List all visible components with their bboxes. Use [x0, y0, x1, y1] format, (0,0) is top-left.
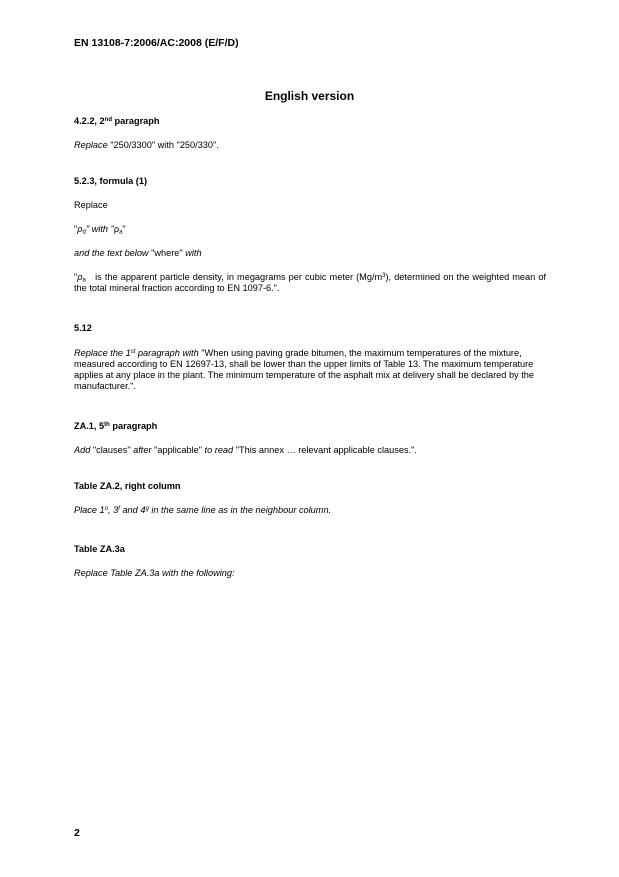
- replace-label: Replace: [74, 200, 108, 210]
- section-heading-table-za-2: Table ZA.2, right column: [74, 481, 181, 491]
- section-text-za-1: Add "clauses" after "applicable" to read "This annex … relevant applicable clauses.".: [74, 445, 417, 455]
- page-number: 2: [74, 827, 80, 839]
- section-text-5-12: Replace the 1st paragraph with "When using paving grade bitumen, the maximum temperatures of the mixture, measured according to EN 12697-13, shall be lower than the upper limits of Table 13. The maximum temperature applies at any place in the plant. The minimum temperature of the asphalt mix at delivery shall be declared by the manufacturer.".: [74, 348, 534, 391]
- section-heading-5-12: 5.12: [74, 323, 92, 333]
- version-title: English version: [264, 89, 355, 103]
- formula-replacement: "$\rho_d$" with "$\rho_a$": [74, 224, 126, 236]
- document-header: EN 13108-7:2006/AC:2008 (E/F/D): [74, 37, 239, 49]
- section-heading-table-za-3a: Table ZA.3a: [74, 544, 125, 554]
- density-definition: "$\rho_a$ is the apparent particle density, in megagrams per cubic meter $(Mg/m^3)$, determined on the weighted mean of the total mineral fraction according to EN 1097-6.".: [74, 272, 546, 293]
- section-heading-5-2-3: 5.2.3, formula (1): [74, 176, 148, 186]
- section-heading-za-1: ZA.1, 5th paragraph: [74, 421, 158, 431]
- section-text-table-za-2: Place 1$^o$, 3$^f$ and 4$^g$ in the same line as in the neighbour column.: [74, 505, 332, 515]
- section-text-4-2-2: Replace "250/3300" with "250/330".: [74, 140, 219, 150]
- text-below-instruction: and the text below "where" with: [74, 248, 202, 258]
- section-text-table-za-3a: Replace Table ZA.3a with the following:: [74, 568, 235, 578]
- section-heading-4-2-2: 4.2.2, 2nd paragraph: [74, 116, 160, 126]
